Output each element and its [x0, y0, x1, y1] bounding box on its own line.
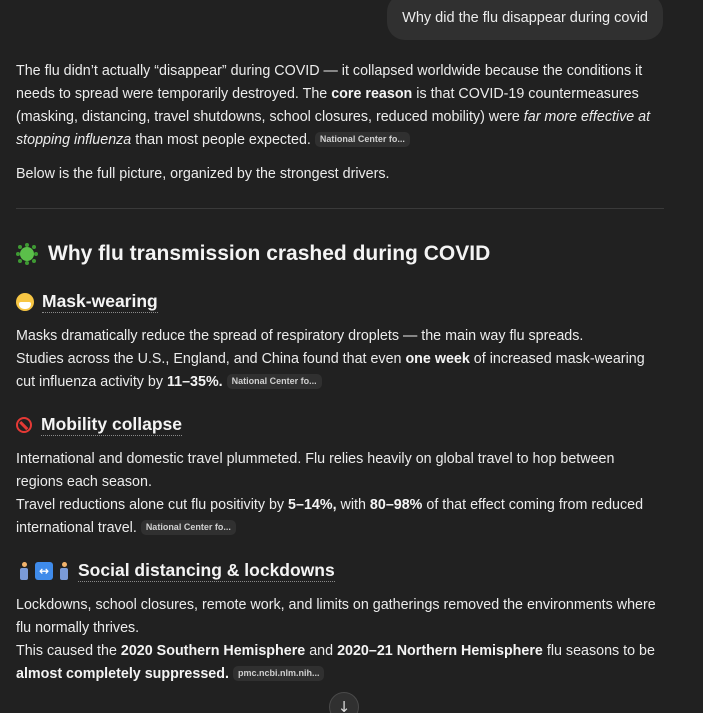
intro-paragraph: [16, 60, 664, 152]
body-text: Travel reductions alone cut flu positivity by: [16, 497, 289, 513]
user-message-bubble: [387, 0, 663, 40]
body-line: Masks dramatically reduce the spread of respiratory droplets — the main way flu spreads.: [16, 328, 584, 344]
intro-bold: core reason: [331, 86, 413, 102]
subsection-heading: [16, 414, 664, 436]
arrow-down-icon: ↓: [337, 698, 351, 713]
user-message-text: Why did the flu disappear during covid: [402, 10, 648, 26]
intro-summary: Below is the full picture, organized by the strongest drivers.: [16, 166, 390, 182]
body-text: with: [336, 497, 370, 513]
body-bold: almost completely suppressed.: [16, 666, 229, 682]
body-bold: 2020 Southern Hemisphere: [120, 643, 306, 659]
subsection-body: [16, 594, 664, 686]
citation-chip[interactable]: National Center fo...: [141, 520, 236, 535]
body-text: and: [305, 643, 338, 659]
person-icon: [60, 561, 68, 581]
left-right-arrow-icon: ↔: [35, 562, 53, 580]
section-title: Why flu transmission crashed during COVID: [48, 242, 491, 265]
subsection-mask: [16, 291, 664, 394]
subsection-title[interactable]: Mobility collapse: [41, 414, 182, 434]
body-bold: 5–14%,: [288, 497, 337, 513]
subsection-title[interactable]: Mask-wearing: [42, 291, 158, 311]
body-bold: 2020–21 Northern Hemisphere: [337, 643, 543, 659]
subsection-body: [16, 325, 664, 394]
assistant-response: [16, 60, 664, 706]
body-text: flu seasons to be: [542, 643, 655, 659]
section-heading: [16, 239, 664, 269]
body-line: International and domestic travel plummeted. Flu relies heavily on global travel to hop between regions each season.: [16, 451, 615, 490]
subsection-distancing: [16, 560, 664, 686]
subsection-mobility: [16, 414, 664, 540]
subsection-heading: [16, 560, 664, 582]
virus-icon: [16, 243, 38, 265]
no-entry-icon: [16, 417, 32, 433]
body-text: of that effect coming from reduced international travel.: [16, 497, 644, 536]
intro-text-2: is that COVID-19 countermeasures (masking, distancing, travel shutdowns, school closures, reduced mobility) were: [16, 86, 639, 125]
intro-text-1: The flu didn’t actually “disappear” during COVID — it collapsed worldwide because the conditions it needs to spread were temporarily destroyed. The: [16, 63, 643, 102]
body-line: Lockdowns, school closures, remote work, and limits on gatherings removed the environments where flu normally thrives.: [16, 597, 656, 636]
body-text: of increased mask-wearing cut influenza activity by: [16, 351, 645, 390]
subsection-title[interactable]: Social distancing & lockdowns: [78, 560, 335, 580]
subsection-heading: [16, 291, 664, 313]
citation-chip[interactable]: National Center fo...: [227, 374, 322, 389]
body-text: Studies across the U.S., England, and China found that even: [16, 351, 406, 367]
body-bold: 11–35%.: [166, 374, 223, 390]
intro-text-3: than most people expected.: [131, 132, 311, 148]
body-text: This caused the: [16, 643, 121, 659]
mask-face-icon: [16, 293, 34, 311]
citation-chip[interactable]: National Center fo...: [315, 132, 410, 147]
body-bold: 80–98%: [369, 497, 423, 513]
divider: [16, 208, 664, 209]
subsection-body: [16, 448, 664, 540]
person-icon: [20, 561, 28, 581]
intro-italic: far more effective at stopping influenza: [16, 109, 651, 148]
citation-chip[interactable]: pmc.ncbi.nlm.nih...: [233, 666, 325, 681]
body-bold: one week: [405, 351, 470, 367]
